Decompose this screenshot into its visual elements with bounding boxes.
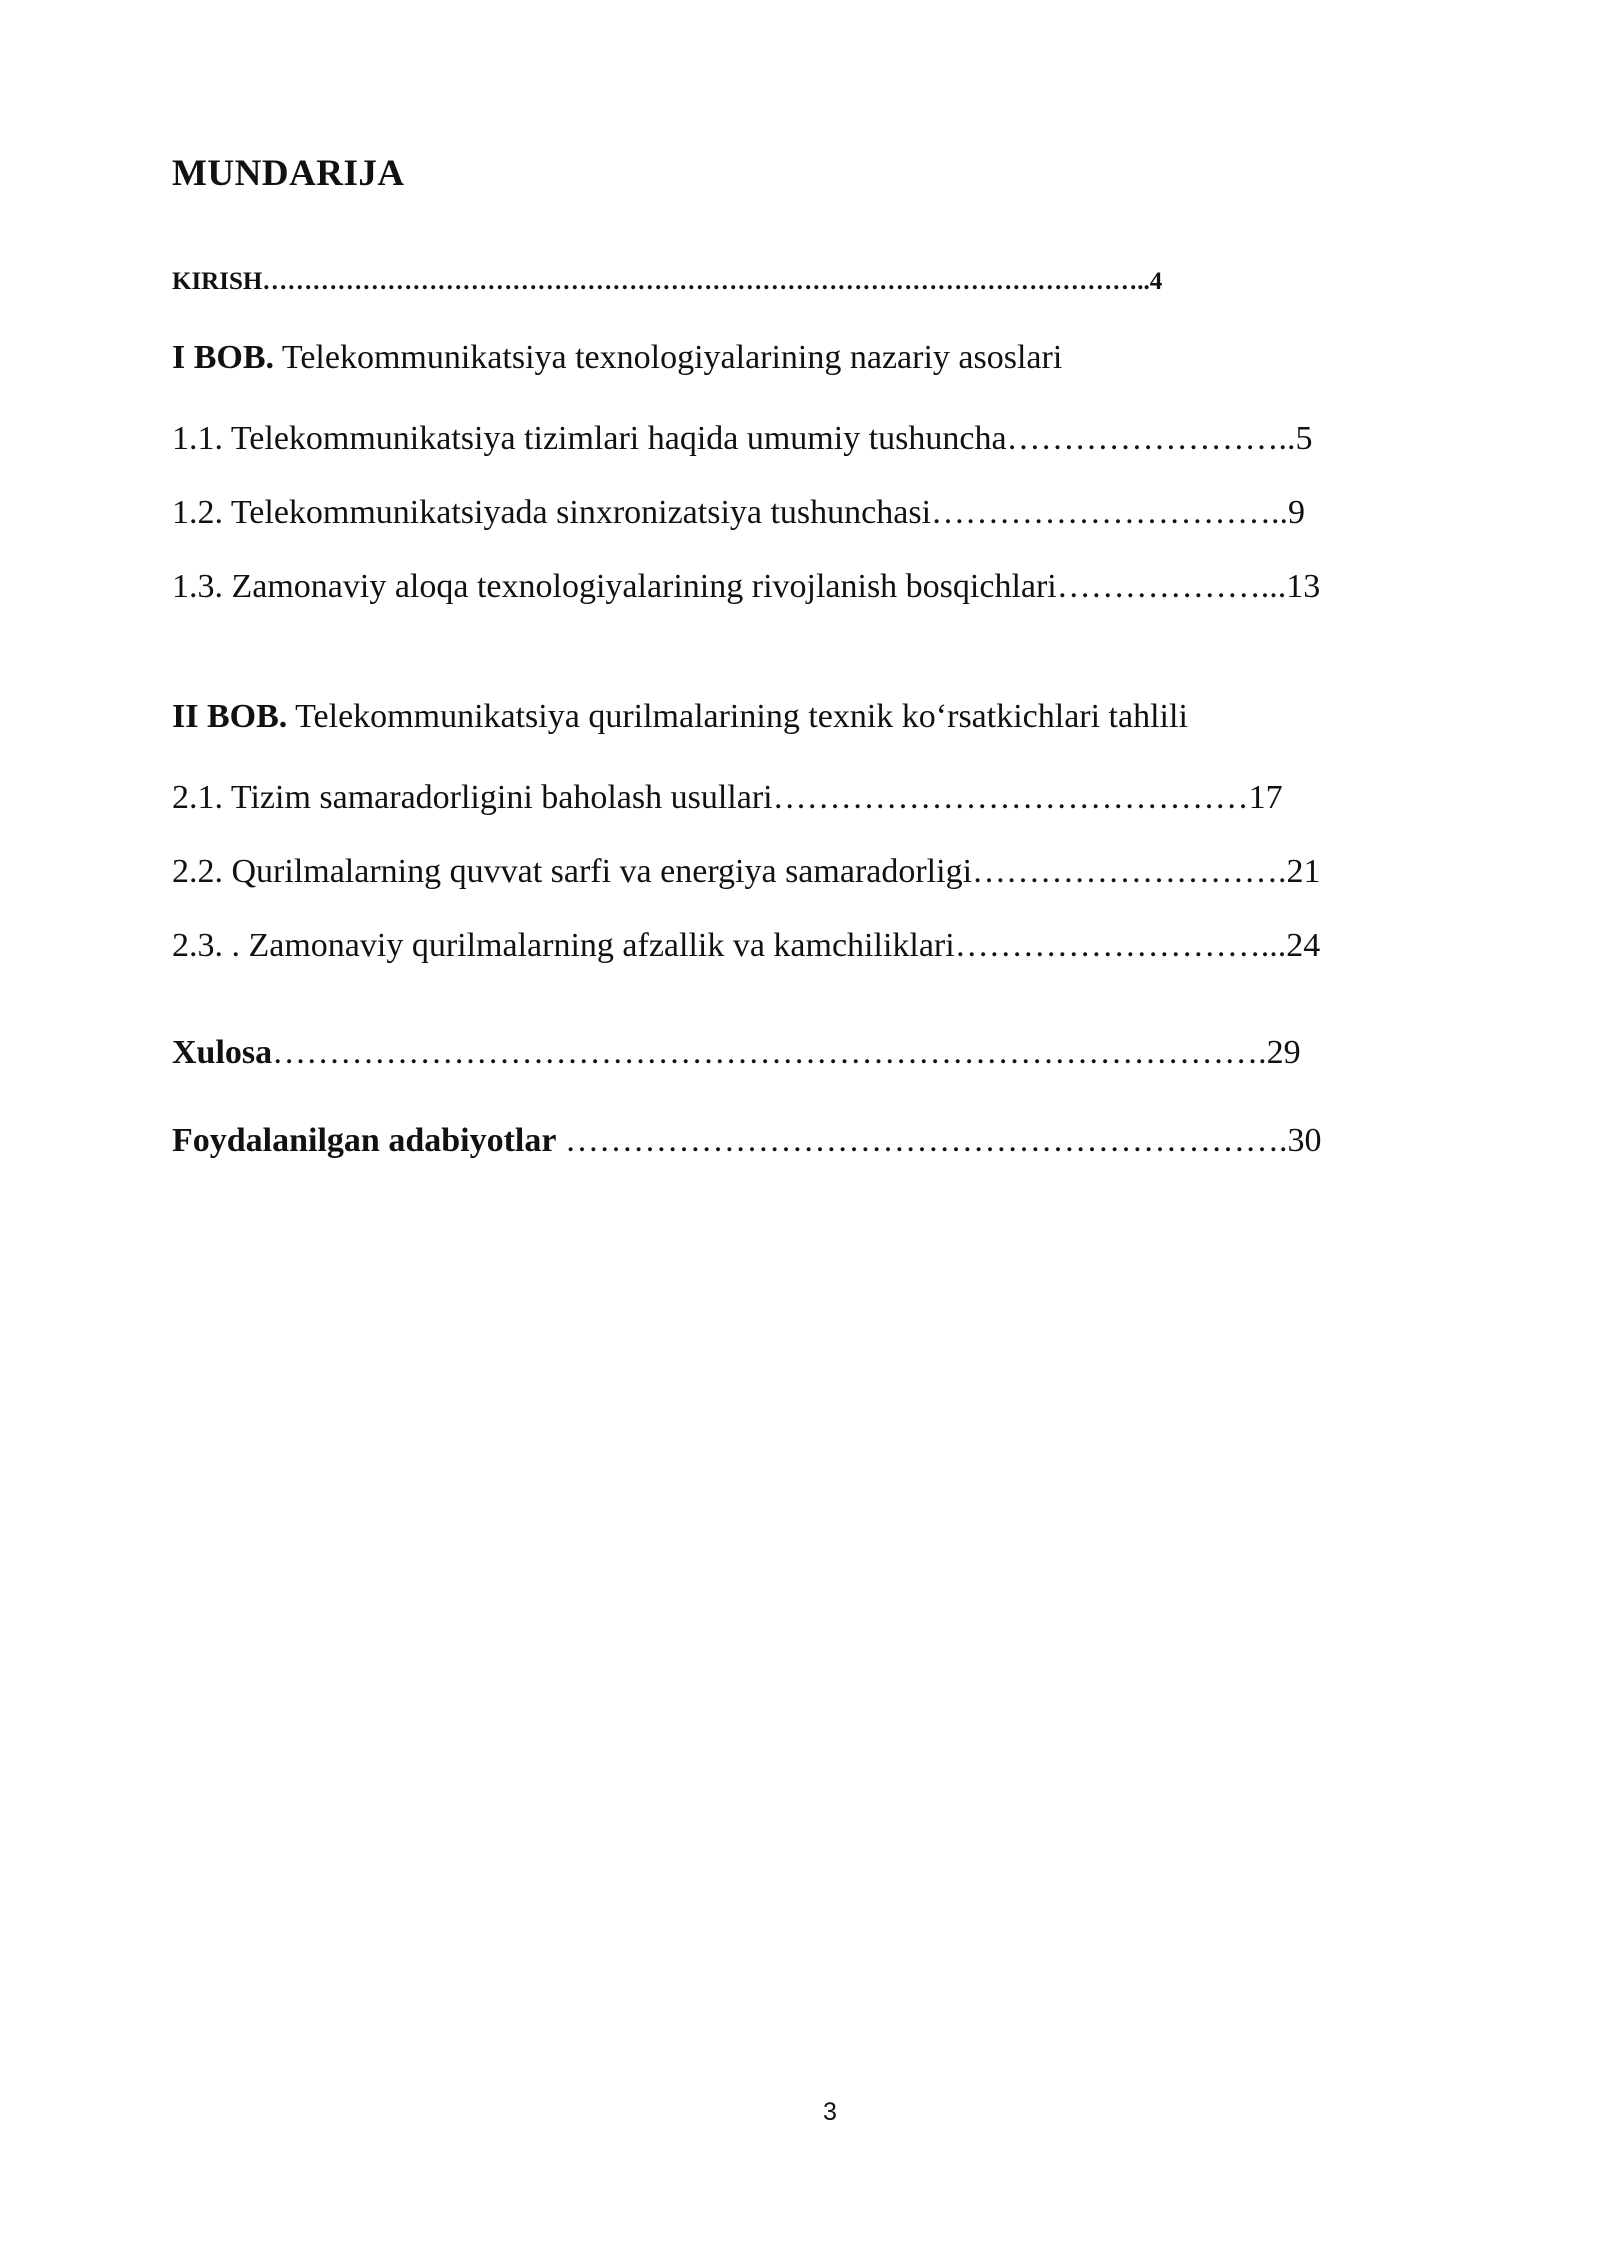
- toc-entry-1-2: 1.2. Telekommunikatsiyada sinxronizatsiya tushunchasi…………………………..9: [172, 494, 1306, 531]
- page-title: MUNDARIJA: [172, 153, 405, 194]
- foydalanilgan-label: Foydalanilgan adabiyotlar: [172, 1122, 557, 1159]
- toc-entry-1-3: 1.3. Zamonaviy aloqa texnologiyalarining rivojlanish bosqichlari………………...13: [172, 568, 1321, 605]
- toc-entry-2-3: 2.3. . Zamonaviy qurilmalarning afzallik va kamchiliklari………………………...24: [172, 927, 1321, 964]
- xulosa-label: Xulosa: [172, 1034, 273, 1071]
- chapter-2-title: Telekommunikatsiya qurilmalarining texnik koʻrsatkichlari tahlili: [287, 698, 1188, 735]
- foydalanilgan-leader: ……………………………………………………….30: [556, 1122, 1322, 1159]
- toc-entry-foydalanilgan-adabiyotlar: [172, 1121, 1321, 1161]
- toc-chapter-1: [172, 338, 1062, 378]
- toc-chapter-2: [172, 697, 1188, 737]
- chapter-1-label: I BOB.: [172, 339, 275, 376]
- xulosa-leader: …………………………………………………………………………….29: [272, 1034, 1301, 1071]
- toc-entry-2-2: 2.2. Qurilmalarning quvvat sarfi va energiya samaradorligi……………………….21: [172, 853, 1321, 890]
- chapter-2-label: II BOB.: [172, 698, 288, 735]
- toc-entry-2-1: 2.1. Tizim samaradorligini baholash usullari……………………………………17: [172, 779, 1283, 816]
- toc-entry-1-1: 1.1. Telekommunikatsiya tizimlari haqida umumiy tushuncha……………………..5: [172, 420, 1313, 457]
- toc-entry-xulosa: [172, 1033, 1301, 1073]
- page-number: 3: [823, 2098, 837, 2126]
- chapter-1-title: Telekommunikatsiya texnologiyalarining nazariy asoslari: [274, 339, 1063, 376]
- toc-entry-kirish: KIRISH……………………………………………………………………………………………..4: [172, 268, 1163, 295]
